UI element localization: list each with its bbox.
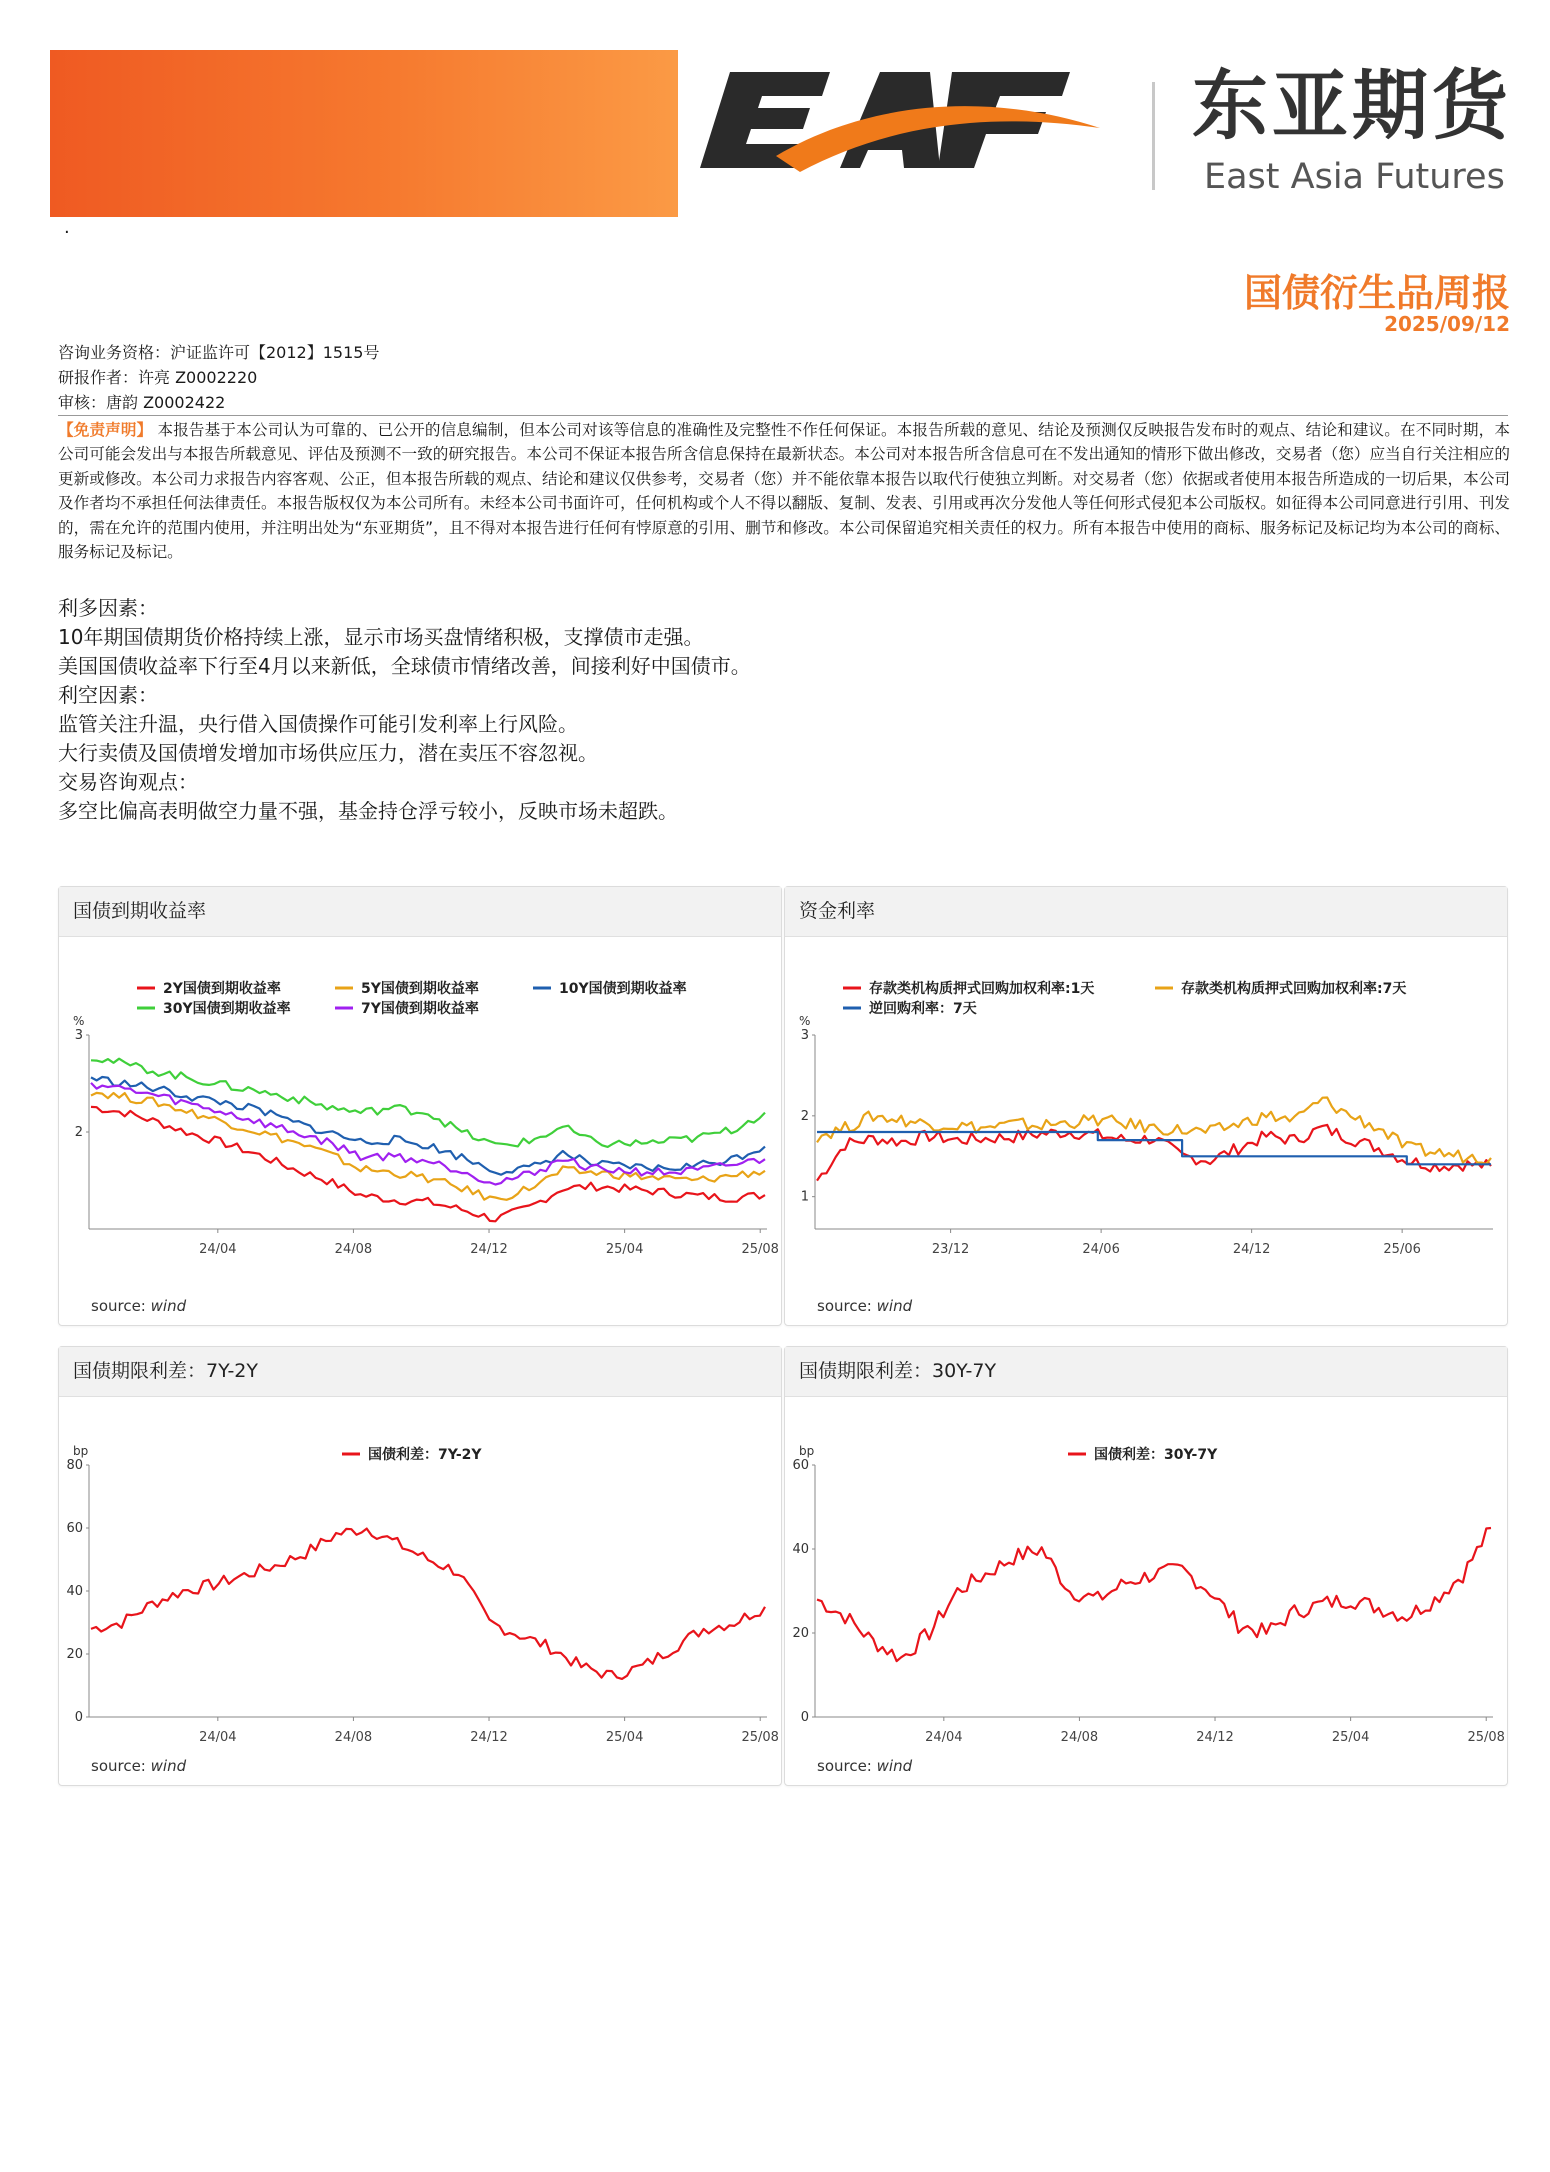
- header-rule: [58, 415, 1508, 416]
- spread-7y2y-chart: [59, 1397, 781, 1742]
- legend-entry: [1068, 1446, 1218, 1463]
- series-line: [91, 1077, 765, 1175]
- chart-panel-spread-30y7y: [784, 1346, 1508, 1786]
- analysis-line: 美国国债收益率下行至4月以来新低，全球债市情绪改善，间接利好中国债市。: [58, 654, 751, 678]
- x-tick-label: 25/04: [605, 1730, 644, 1742]
- y-tick-label: 60: [792, 1458, 809, 1473]
- x-tick-label: 25/08: [741, 1730, 779, 1742]
- analysis-line: 监管关注升温，央行借入国债操作可能引发利率上行风险。: [58, 712, 578, 736]
- y-tick-label: 40: [792, 1542, 809, 1557]
- series-line: [91, 1093, 765, 1200]
- chart-panel-spread-7y2y: [58, 1346, 782, 1786]
- x-tick-label: 24/04: [199, 1242, 237, 1257]
- legend-entry: [137, 1000, 291, 1017]
- spread-30y7y-chart: [785, 1397, 1507, 1742]
- y-tick-label: 0: [74, 1710, 83, 1725]
- x-tick-label: 24/12: [1232, 1242, 1271, 1257]
- legend-entry: [843, 980, 1094, 997]
- eaf-logo: [690, 72, 1118, 200]
- svg-text:30Y国债到期收益率: 30Y国债到期收益率: [163, 1001, 291, 1017]
- y-tick-label: 1: [800, 1189, 809, 1205]
- brand-english-name: East Asia Futures: [1204, 157, 1505, 197]
- x-tick-label: 23/12: [931, 1242, 970, 1257]
- axis-unit-label: %: [799, 1014, 811, 1028]
- chart-source: source: wind: [817, 1757, 913, 1775]
- legend-entry: [1155, 980, 1406, 997]
- analysis-section: [58, 594, 1508, 826]
- svg-text:国债利差：30Y-7Y: 国债利差：30Y-7Y: [1094, 1447, 1218, 1463]
- svg-text:10Y国债到期收益率: 10Y国债到期收益率: [559, 981, 687, 997]
- y-tick-label: 0: [800, 1710, 809, 1725]
- svg-text:5Y国债到期收益率: 5Y国债到期收益率: [361, 981, 479, 997]
- x-tick-label: 25/08: [1467, 1730, 1505, 1742]
- legend-entry: [533, 980, 687, 997]
- yield-chart: [59, 937, 781, 1282]
- legend-entry: [335, 1000, 479, 1017]
- analysis-line: 大行卖债及国债增发增加市场供应压力，潜在卖压不容忽视。: [58, 741, 598, 765]
- svg-text:2Y国债到期收益率: 2Y国债到期收益率: [163, 981, 281, 997]
- brand-chinese-name: 东亚期货: [1192, 61, 1512, 150]
- y-tick-label: 80: [66, 1458, 83, 1473]
- legend-entry: [843, 1000, 977, 1017]
- license-line: 咨询业务资格：沪证监许可【2012】1515号: [58, 343, 380, 362]
- series-line: [817, 1125, 1491, 1181]
- axis-unit-label: %: [73, 1014, 85, 1028]
- disclaimer-tag: 【免责声明】: [58, 421, 153, 439]
- chart-panel-funding: [784, 886, 1508, 1326]
- x-tick-label: 24/08: [334, 1242, 373, 1257]
- chart-panel-title: 国债期限利差：7Y-2Y: [59, 1347, 781, 1397]
- series-line: [91, 1107, 765, 1221]
- funding-rate-chart: [785, 937, 1507, 1282]
- analysis-line: 利多因素：: [58, 596, 158, 620]
- disclaimer-text: 本报告基于本公司认为可靠的、已公开的信息编制，但本公司对该等信息的准确性及完整性不作任何保证。本报告所载的意见、结论及预测仅反映报告发布时的观点、结论和建议。在不同时期，本公司可能会发出与本报告所载意见、评估及预测不一致的研究报告。本公司不保证本报告所含信息保持在最新状态。本公司对本报告所含信息可在不发出通知的情形下做出修改，交易者（您）应当自行关注相应的更新或修改。本公司力求报告内容客观、公正，但本报告所载的观点、结论和建议仅供参考，交易者（您）并不能依靠本报告以取代行使独立判断。对交易者（您）依据或者使用本报告所造成的一切后果，本公司及作者均不承担任何法律责任。本报告版权仅为本公司所有。未经本公司书面许可，任何机构或个人不得以翻版、复制、发表、引用或再次分发他人等任何形式侵犯本公司版权。如征得本公司同意进行引用、刊发的，需在允许的范围内使用，并注明出处为“东亚期货”，且不得对本报告进行任何有悖原意的引用、删节和修改。本公司保留追究相关责任的权力。所有本报告中使用的商标、服务标记及标记均为本公司的商标、服务标记及标记。: [58, 421, 1510, 562]
- axis-unit-label: bp: [73, 1444, 89, 1458]
- y-tick-label: 40: [66, 1584, 83, 1599]
- x-tick-label: 24/06: [1082, 1242, 1120, 1257]
- author-line: 研报作者：许亮 Z0002220: [58, 368, 258, 387]
- series-line: [817, 1528, 1491, 1661]
- svg-text:存款类机构质押式回购加权利率:1天: 存款类机构质押式回购加权利率:1天: [869, 981, 1095, 997]
- x-tick-label: 25/04: [1331, 1730, 1370, 1742]
- chart-panel-title: 国债到期收益率: [59, 887, 781, 937]
- y-tick-label: 2: [74, 1125, 83, 1140]
- y-tick-label: 3: [800, 1028, 809, 1043]
- report-date: 2025/09/12: [1384, 312, 1510, 336]
- svg-text:存款类机构质押式回购加权利率:7天: 存款类机构质押式回购加权利率:7天: [1181, 981, 1407, 997]
- x-tick-label: 24/12: [470, 1730, 508, 1742]
- x-tick-label: 24/12: [470, 1242, 508, 1257]
- chart-panel-yields: [58, 886, 782, 1326]
- chart-panel-title: 国债期限利差：30Y-7Y: [785, 1347, 1507, 1397]
- x-tick-label: 24/12: [1196, 1730, 1234, 1742]
- y-tick-label: 20: [66, 1647, 83, 1662]
- y-tick-label: 60: [66, 1521, 83, 1536]
- y-tick-label: 2: [800, 1108, 809, 1124]
- reviewer-line: 审核：唐韵 Z0002422: [58, 393, 226, 412]
- legend-entry: [342, 1446, 482, 1463]
- svg-text:逆回购利率：7天: 逆回购利率：7天: [869, 1001, 977, 1017]
- x-tick-label: 24/04: [925, 1730, 963, 1742]
- chart-source: source: wind: [91, 1757, 187, 1775]
- chart-source: source: wind: [817, 1297, 913, 1315]
- bullet-dot: ·: [64, 222, 70, 243]
- series-line: [91, 1529, 765, 1679]
- svg-text:7Y国债到期收益率: 7Y国债到期收益率: [361, 1001, 479, 1017]
- svg-text:国债利差：7Y-2Y: 国债利差：7Y-2Y: [368, 1447, 482, 1463]
- x-tick-label: 24/08: [334, 1730, 373, 1742]
- disclaimer: [58, 418, 1510, 564]
- analysis-line: 多空比偏高表明做空力量不强，基金持仓浮亏较小，反映市场未超跌。: [58, 799, 678, 823]
- analysis-line: 10年期国债期货价格持续上涨，显示市场买盘情绪积极，支撑债市走强。: [58, 625, 704, 649]
- chart-source: source: wind: [91, 1297, 187, 1315]
- y-tick-label: 20: [792, 1626, 809, 1641]
- header-banner: [50, 50, 678, 217]
- chart-panel-title: 资金利率: [785, 887, 1507, 937]
- x-tick-label: 24/08: [1060, 1730, 1099, 1742]
- x-tick-label: 24/04: [199, 1730, 237, 1742]
- y-tick-label: 3: [74, 1028, 83, 1043]
- analysis-line: 利空因素：: [58, 683, 158, 707]
- legend-entry: [335, 980, 479, 997]
- legend-entry: [137, 980, 281, 997]
- x-tick-label: 25/08: [741, 1242, 779, 1257]
- brand-separator: [1152, 82, 1155, 190]
- x-tick-label: 25/04: [605, 1242, 644, 1257]
- axis-unit-label: bp: [799, 1444, 815, 1458]
- report-title: 国债衍生品周报: [1243, 271, 1510, 315]
- x-tick-label: 25/06: [1383, 1242, 1421, 1257]
- analysis-line: 交易咨询观点：: [58, 770, 198, 794]
